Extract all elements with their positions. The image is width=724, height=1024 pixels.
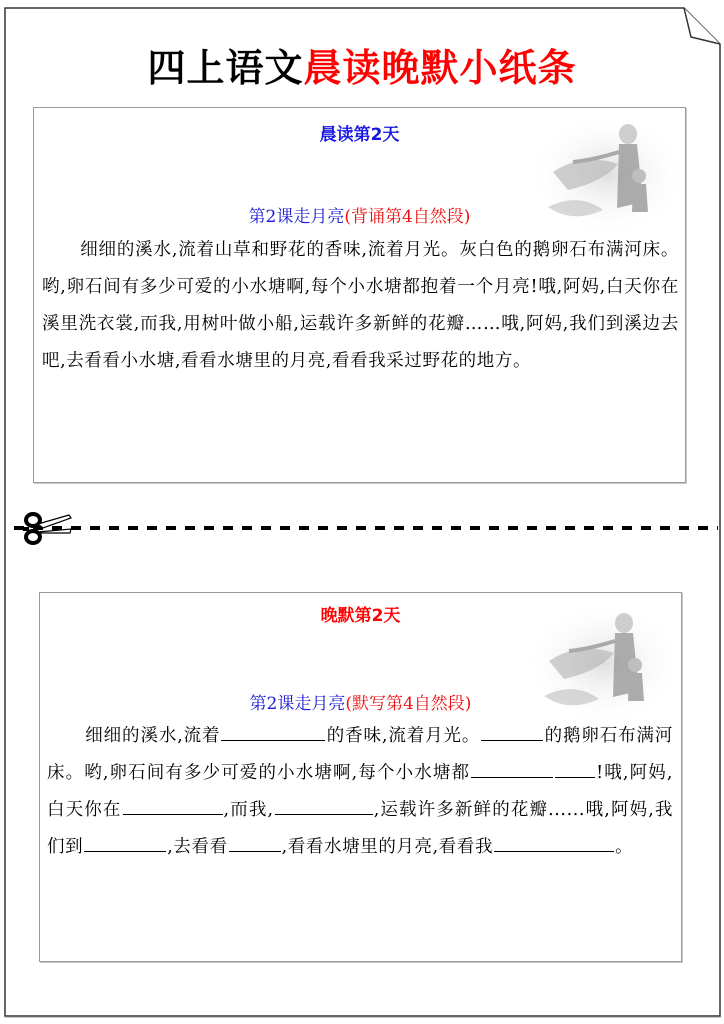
segment: ,去看看 bbox=[167, 837, 228, 857]
fill-blank[interactable] bbox=[123, 813, 223, 815]
fill-blank[interactable] bbox=[471, 776, 553, 778]
title-name: 晨读晚默小纸条 bbox=[303, 45, 577, 90]
segment: 细细的溪水,流着 bbox=[85, 726, 221, 746]
fill-blank[interactable] bbox=[555, 776, 595, 778]
page-title bbox=[0, 44, 724, 92]
cut-dashed-line bbox=[14, 526, 718, 530]
segment: ,看看水塘里的月亮,看看我 bbox=[281, 837, 494, 857]
evening-dictation-box bbox=[39, 592, 682, 962]
segment: ,而我, bbox=[223, 800, 274, 820]
morning-reading-box bbox=[33, 107, 686, 483]
dictation-passage bbox=[47, 718, 673, 866]
morning-lesson-heading bbox=[34, 202, 685, 227]
reading-passage bbox=[42, 232, 679, 380]
lesson-name: 第2课走月亮 bbox=[248, 207, 345, 227]
segment: 。 bbox=[615, 837, 634, 857]
segment: ,运载许多新鲜的花瓣......哦,阿妈,我们到 bbox=[47, 800, 674, 857]
evening-dictation-title: 晚默第2天 bbox=[320, 606, 401, 626]
scissors-icon bbox=[23, 512, 75, 546]
segment: 的香味,流着月光。 bbox=[326, 726, 481, 746]
morning-reading-title: 晨读第2天 bbox=[319, 125, 400, 145]
lesson-task: (默写第4自然段) bbox=[345, 694, 472, 714]
fill-blank[interactable] bbox=[229, 850, 281, 852]
fill-blank[interactable] bbox=[275, 813, 373, 815]
lesson-task: (背诵第4自然段) bbox=[344, 207, 471, 227]
evening-lesson-heading bbox=[40, 689, 681, 714]
fill-blank[interactable] bbox=[221, 739, 325, 741]
fill-blank[interactable] bbox=[481, 739, 543, 741]
segment: !哦,阿妈,白天你在 bbox=[47, 763, 673, 820]
passage-text: 细细的溪水,流着山草和野花的香味,流着月光。灰白色的鹅卵石布满河床。哟,卵石间有多少可爱的小水塘啊,每个小水塘都抱着一个月亮!哦,阿妈,白天你在溪里洗衣裳,而我,用树叶做小船,运载许多新鲜的花瓣……哦,阿妈,我们到溪边去吧,去看看小水塘,看看水塘里的月亮,看看我采过野花的地方。 bbox=[42, 240, 679, 371]
lesson-name: 第2课走月亮 bbox=[249, 694, 346, 714]
fill-blank[interactable] bbox=[84, 850, 166, 852]
fill-blank[interactable] bbox=[494, 850, 614, 852]
segment: 的鹅卵石布满河床。哟,卵石间有多少可爱的小水塘啊,每个小水塘都 bbox=[47, 726, 674, 783]
title-subject: 四上语文 bbox=[147, 45, 304, 90]
